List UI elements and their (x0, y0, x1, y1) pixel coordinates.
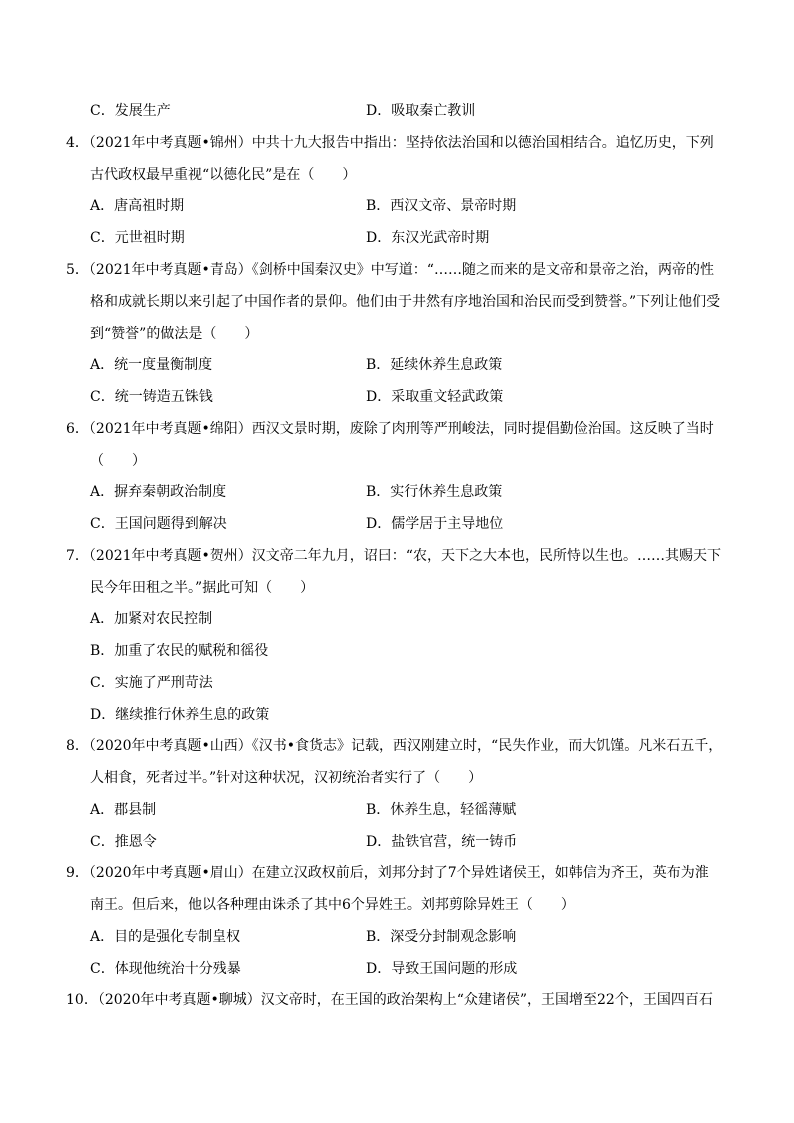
q8-option-c: C．推恩令 (90, 834, 157, 850)
q6-option-a: A．摒弃秦朝政治制度 (90, 484, 227, 500)
q7-stem-line2: 民今年田租之半。”据此可知（ ） (90, 580, 315, 596)
q5-stem-line3: 到“赞誉”的做法是（ ） (90, 326, 259, 342)
q9-option-b: B．深受分封制观念影响 (366, 929, 517, 945)
q5-stem-line2: 格和成就长期以来引起了中国作者的景仰。他们由于井然有序地治国和治民而受到赞誉。”下列让他们受 (90, 294, 721, 310)
q8-stem-line1: 8．（2020年中考真题•山西）《汉书•食货志》记载，西汉刚建立时，“民失作业，而大饥馑。凡米石五千， (66, 738, 723, 754)
q6-option-d: D．儒学居于主导地位 (366, 516, 504, 532)
q3-option-d: D．吸取秦亡教训 (366, 103, 476, 119)
q6-option-b: B．实行休养生息政策 (366, 484, 503, 500)
q7-option-b: B．加重了农民的赋税和徭役 (90, 643, 269, 659)
q7-option-d: D．继续推行休养生息的政策 (90, 707, 270, 723)
q4-option-d: D．东汉光武帝时期 (366, 230, 490, 246)
q3-option-c: C．发展生产 (90, 103, 171, 119)
q9-stem-line1: 9．（2020年中考真题•眉山）在建立汉政权前后，刘邦分封了7个异姓诸侯王，如韩信为齐王，英布为淮 (66, 865, 709, 881)
q9-option-c: C．体现他统治十分残暴 (90, 961, 241, 977)
q4-option-b: B．西汉文帝、景帝时期 (366, 198, 517, 214)
q4-option-c: C．元世祖时期 (90, 230, 185, 246)
q4-stem-line2: 古代政权最早重视“以德化民”是在（ ） (90, 167, 357, 183)
q4-stem-line1: 4．（2021年中考真题•锦州）中共十九大报告中指出：坚持依法治国和以德治国相结合。追忆历史，下列 (66, 135, 714, 151)
q9-option-a: A．目的是强化专制皇权 (90, 929, 241, 945)
q7-stem-line1: 7．（2021年中考真题•贺州）汉文帝二年九月，诏曰：“农，天下之大本也，民所恃以生也。……其赐天下 (66, 548, 721, 564)
q4-option-a: A．唐高祖时期 (90, 198, 185, 214)
q5-option-d: D．采取重文轻武政策 (366, 389, 504, 405)
q6-option-c: C．王国问题得到解决 (90, 516, 227, 532)
q9-stem-line2: 南王。但后来，他以各种理由诛杀了其中6个异姓王。刘邦剪除异姓王（ ） (90, 897, 575, 913)
q5-stem-line1: 5．（2021年中考真题•青岛）《剑桥中国秦汉史》中写道：“……随之而来的是文帝和景帝之治，两帝的性 (66, 262, 714, 278)
q6-stem-line1: 6．（2021年中考真题•绵阳）西汉文景时期，废除了肉刑等严刑峻法，同时提倡勤俭治国。这反映了当时 (66, 421, 714, 437)
q9-option-d: D．导致王国问题的形成 (366, 961, 518, 977)
q8-stem-line2: 人相食，死者过半。”针对这种状况，汉初统治者实行了（ ） (90, 770, 483, 786)
q8-option-d: D．盐铁官营，统一铸币 (366, 834, 518, 850)
q8-option-a: A．郡县制 (90, 802, 157, 818)
q8-option-b: B．休养生息，轻徭薄赋 (366, 802, 517, 818)
q10-stem-line1: 10．（2020年中考真题•聊城）汉文帝时，在王国的政治架构上“众建诸侯”，王国增至22个，王国四百石 (66, 992, 713, 1008)
q5-option-c: C．统一铸造五铢钱 (90, 389, 213, 405)
q5-option-a: A．统一度量衡制度 (90, 357, 213, 373)
q5-option-b: B．延续休养生息政策 (366, 357, 503, 373)
q7-option-a: A．加紧对农民控制 (90, 611, 213, 627)
q7-option-c: C．实施了严刑苛法 (90, 675, 213, 691)
q6-stem-line2: （ ） (90, 453, 146, 469)
